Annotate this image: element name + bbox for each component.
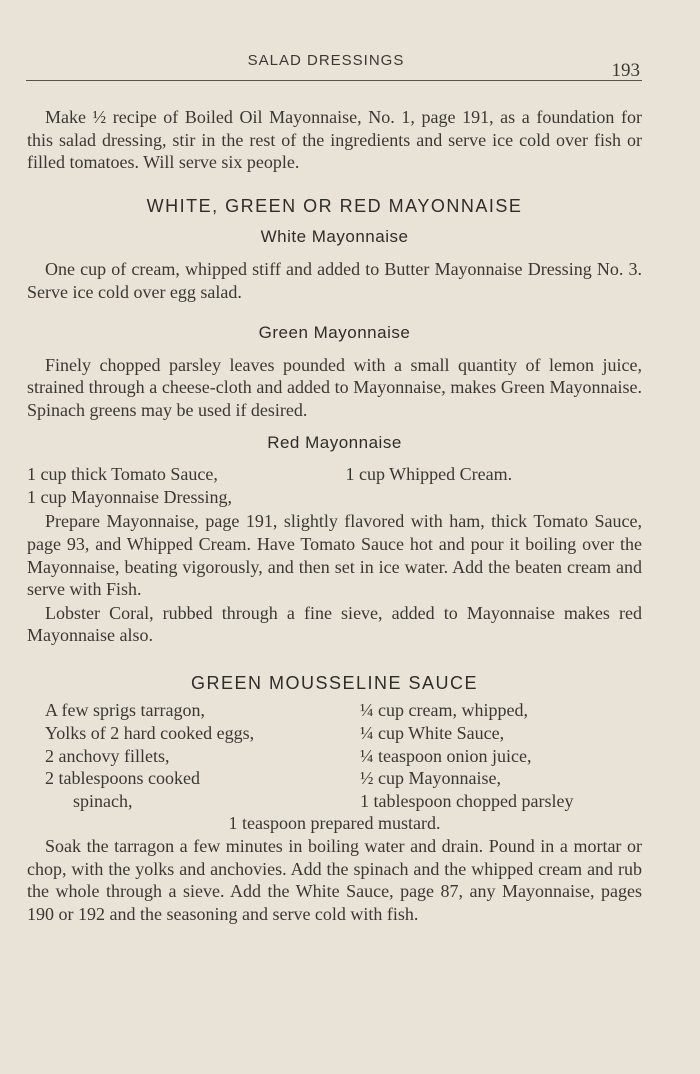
ingredients-right-column <box>324 463 643 508</box>
ingredient-item: 1 cup Mayonnaise Dressing, <box>27 486 232 507</box>
white-mayonnaise-text: One cup of cream, whipped stiff and added to Butter Mayonnaise Dressing No. 3. Serve ice cold over egg salad. <box>27 258 642 302</box>
final-ingredient: 1 teaspoon prepared mustard. <box>228 813 441 834</box>
green-mayonnaise-text: Finely chopped parsley leaves pounded with a small quantity of lemon juice, strained through a cheese-cloth and added to Mayonnaise, makes Green Mayonnaise. Spinach greens may be used if desired. <box>27 354 642 420</box>
ingredient-item: A few sprigs tarragon, <box>45 700 205 721</box>
ingredient-item: spinach, <box>73 790 133 811</box>
mousseline-text: Soak the tarragon a few minutes in boiling water and drain. Pound in a mortar or chop, with the yolks and anchovies. Add the spinach and the whipped cream and rub the whole through a sieve. Add the White Sauce, page 87, any Mayonnaise, pages 190 or 192 and the seasoning and serve cold with fish. <box>27 836 642 924</box>
ingredient-item: Yolks of 2 hard cooked eggs, <box>45 723 255 744</box>
section-heading-mayonnaise: WHITE, GREEN OR RED MAYONNAISE <box>146 195 523 216</box>
ingredient-item: 2 tablespoons cooked <box>45 768 200 789</box>
intro-paragraph: Make ½ recipe of Boiled Oil Mayonnaise, No. 1, page 191, as a foundation for this salad dressing, stir in the rest of the ingredients and serve ice cold over fish or filled tomatoes. Will serve six people. <box>27 107 642 173</box>
ingredient-item: ½ cup Mayonnaise, <box>360 768 501 789</box>
red-mayonnaise-paragraph-2: Lobster Coral, rubbed through a fine sieve, added to Mayonnaise makes red Mayonnaise also. <box>27 602 642 646</box>
section-heading-mousseline: GREEN MOUSSELINE SAUCE <box>190 672 479 693</box>
mousseline-ingredients <box>45 699 642 812</box>
red-mayonnaise-ingredients <box>27 463 642 508</box>
ingredient-item: 2 anchovy fillets, <box>45 745 170 766</box>
red-mayonnaise-paragraph-1: Prepare Mayonnaise, page 191, slightly flavored with ham, thick Tomato Sauce, page 93, and Whipped Cream. Have Tomato Sauce hot and pour it boiling over the Mayonnaise, beating vigorously, and then set in ice water. Add the beaten cream and serve with Fish. <box>27 511 642 600</box>
ingredients-left-column <box>27 463 324 508</box>
page-number: 193 <box>611 60 640 81</box>
ingredient-item: ¼ teaspoon onion juice, <box>360 745 532 766</box>
heading-white-mayonnaise: White Mayonnaise <box>260 227 409 247</box>
ingredient-item: 1 cup Whipped Cream. <box>345 464 513 485</box>
ingredient-item: ¼ cup White Sauce, <box>360 723 505 744</box>
heading-red-mayonnaise: Red Mayonnaise <box>267 432 402 452</box>
heading-green-mayonnaise: Green Mayonnaise <box>258 323 411 343</box>
ingredient-item: ¼ cup cream, whipped, <box>360 700 528 721</box>
header-rule <box>26 80 642 81</box>
ingredient-item: 1 tablespoon chopped parsley <box>360 790 574 811</box>
page-content <box>27 106 642 925</box>
running-header: SALAD DRESSINGS <box>247 52 405 69</box>
ingredient-item: 1 cup thick Tomato Sauce, <box>27 464 218 485</box>
